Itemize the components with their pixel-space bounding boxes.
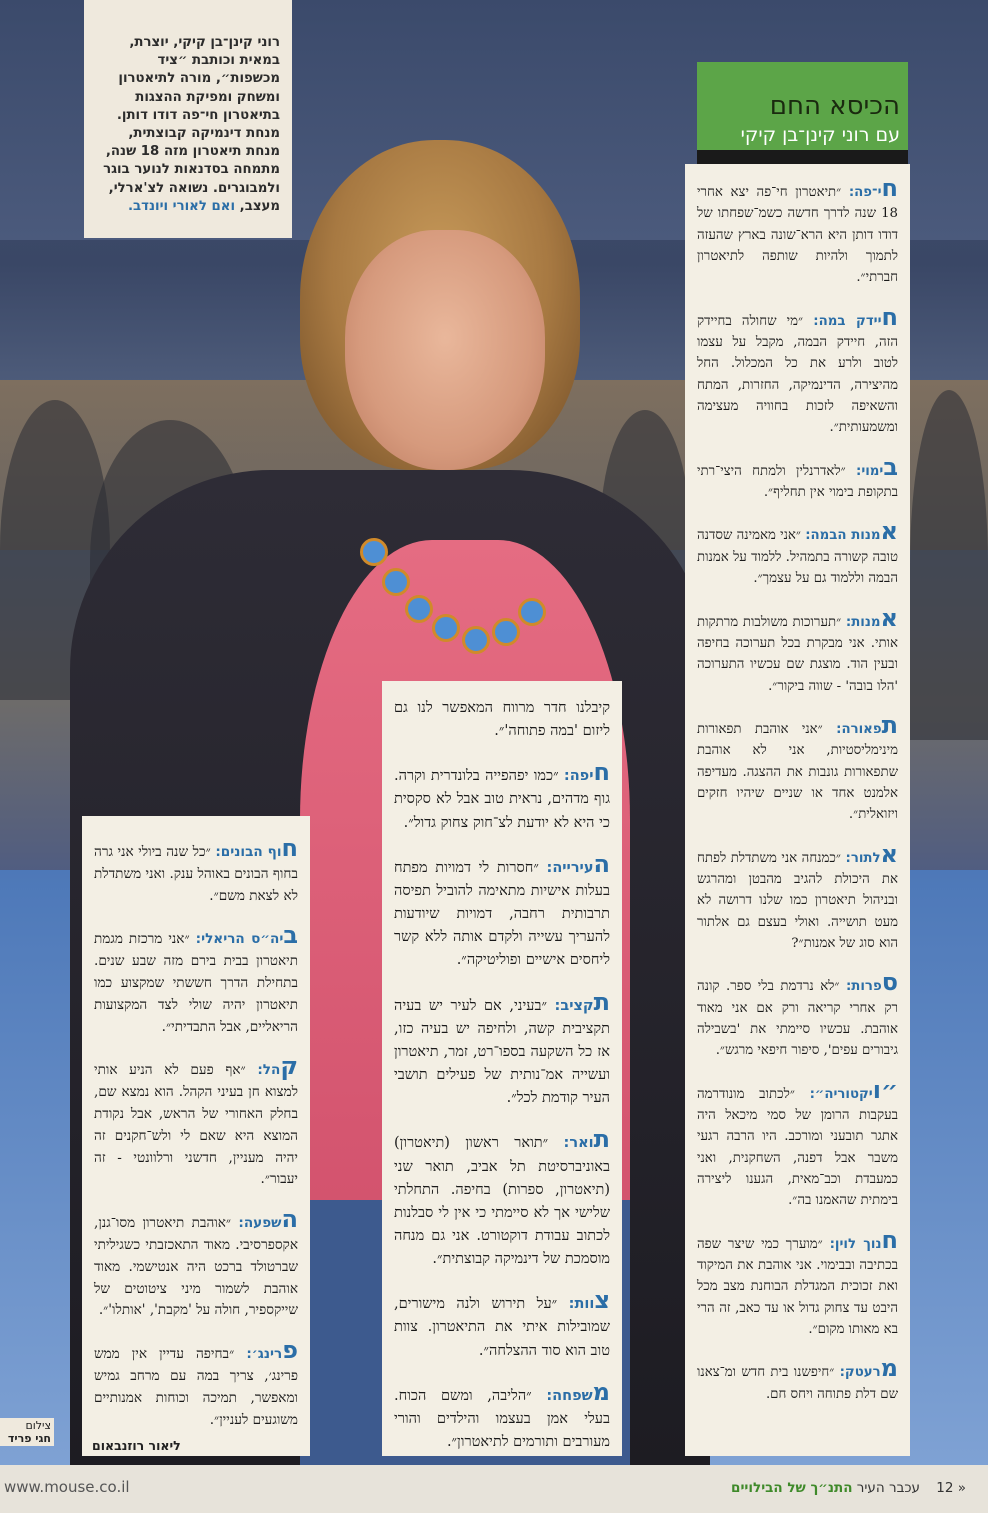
column-entry: [94, 1205, 298, 1322]
entry-initial: ב: [883, 452, 898, 481]
caption-text-highlight: ואם לאורי ויונדב.: [128, 198, 236, 214]
entry-term-rest: וות:: [568, 1296, 595, 1313]
column-title: הכיסא החם: [769, 91, 900, 121]
column-entry: [697, 603, 898, 697]
entry-text: ״כל שנה ביולי אני גרה בחוף הבונים באוהל ענק. ואני משתדלת לא לצאת משם״.: [94, 844, 298, 904]
entry-term: [845, 839, 899, 868]
column-entry: [94, 1336, 298, 1431]
column-entry: [697, 1225, 898, 1341]
photo-credit: [0, 1418, 54, 1446]
entry-text: ״בעיני, אם לעיר יש בעיה תקציבית קשה, ולחיפה יש בעיה כזו, אז כל השקעה בספו־רט, זמר, תיאטרון ועשייה אמ־נותית של פעילים תושבי העיר קודמת לכל״.: [394, 997, 610, 1107]
entry-term-rest: יה״ס הריאלי:: [195, 931, 284, 948]
column-entry: [697, 174, 898, 289]
text-column-middle: [382, 681, 622, 1456]
entry-initial: ב: [283, 921, 298, 950]
entry-initial: א: [880, 839, 898, 868]
entry-text: ״הליבה, ומשם הכוח. בעלי אמן בעצמו והילדים והורי מעורבים ותורמים לתיאטרון״.: [394, 1387, 610, 1451]
entry-text: ״תיאטרון חי־פה יצא אחרי 18 שנה לדרך חדשה כשמ־שפחתו של דודו דותן היא הרא־שונה בארץ שהעזה לתמוך ולהיות שותפה לתיאטרון חברתי״.: [697, 185, 898, 286]
photo-caption: [84, 0, 292, 238]
entry-term-rest: ימוי:: [856, 463, 884, 479]
entry-term: [215, 834, 299, 862]
entry-term: [246, 1336, 298, 1365]
entry-initial: ס: [881, 968, 898, 997]
entry-text: ״לכתוב מונודרמה בעקבות הרומן של סמי מיכאל היה אתגר תובעני ומורכב. היו הרבה רגעי משבר אבל דפנה, השחקנית, ואני כמעבדת וכב־מאית, הגענו ליצירה בימתית שהאמנו בה״.: [697, 1086, 898, 1209]
entry-text: ״חסרות לי דמויות מפתח בעלות אישיות מתאימה להוביל תפיסה תרבותית רחבה, דמויות שיודעות להעריך עשייה ולקדם אותה ללא קשר ליחסים אישיים ופוליטיקה״.: [394, 859, 610, 969]
column-entry: [697, 1354, 898, 1405]
entry-initial: ״ו: [872, 1075, 898, 1104]
column-entry: [94, 921, 298, 1038]
entry-term: [845, 603, 898, 632]
entry-initial: ח: [881, 1225, 898, 1254]
entry-text: ״כמנחה אני משתדלת לפתח את היכולת להגיב מהבטן ומהרגש ובניהול תיאטרון כמו שלנו דרושה לא מעט תושייה. ואולי בעצם גם אלתור הוא סוג של אמנות״?: [697, 850, 898, 951]
footer-url: www.mouse.co.il: [4, 1478, 130, 1496]
entry-term-rest: רעטק:: [839, 1365, 881, 1381]
entry-text: קיבלנו חדר מרווח המאפשר לנו גם ליזום 'במה פתוחה'״.: [394, 700, 610, 740]
text-column-right: [685, 164, 910, 1456]
entry-term: [856, 452, 898, 481]
entry-term-rest: נוך לוין:: [829, 1236, 882, 1252]
entry-initial: ח: [881, 302, 898, 331]
entry-term: [836, 710, 898, 739]
entry-term-rest: יידק במה:: [813, 313, 882, 329]
entry-term-rest: שפחה:: [546, 1387, 593, 1404]
page-number: 12 »: [936, 1480, 966, 1496]
entry-text: ״אף פעם לא הניע אותי למצוא חן בעיני הקהל. הוא נמצא שם, בחלק האחורי של הראש, אבל נקודת המוצא היא שאם לי ולש־חקנים זה יהיה מעניין, חדשני ורלוונטי - זה יעבור״.: [94, 1062, 298, 1188]
entry-term: [848, 174, 898, 202]
entry-initial: ת: [593, 987, 611, 1016]
column-entry: [697, 1075, 898, 1212]
entry-text: ״מי שחולה בחיידק הזה, חיידק הבמה, מקבל על עצמו לטוב ולרע את כל המכלול. החל מהיצירה, הדינמיקה, החזרות, המתח והשאיפה לזכות בחוויה מעצימה ומשמעותית״.: [697, 313, 898, 436]
entry-term-rest: הל:: [257, 1062, 281, 1079]
entry-term-rest: לתור:: [845, 850, 881, 866]
entry-initial: ק: [280, 1052, 298, 1081]
column-entry: [697, 452, 898, 504]
entry-term: [546, 1377, 610, 1406]
entry-term: [845, 968, 898, 997]
entry-text: ״חיפשנו בית חדש ומ־צאנו שם דלת פתוחה ויחס חם.: [697, 1365, 898, 1402]
entry-term: [563, 1125, 611, 1154]
column-entry: [394, 1286, 611, 1362]
entry-term-rest: מנות:: [845, 614, 881, 630]
entry-text: ״תערוכות משולבות מרתקות אותי. אני מבקרת בכל תערוכה בחיפה ובעין הוד. מוצגת שם עכשיו התערוכה 'הלו בובה' - שווה ביקור״.: [697, 614, 898, 694]
text-column-left: [82, 816, 310, 1456]
entry-initial: מ: [592, 1377, 610, 1406]
column-subtitle: עם רוני קינן־בן קיקי: [740, 124, 900, 146]
entry-term-rest: קציב:: [554, 997, 594, 1014]
entry-initial: ח: [281, 834, 299, 862]
entry-term-rest: פאורה:: [836, 721, 882, 737]
entry-initial: ח: [593, 758, 610, 787]
entry-term: [238, 1205, 298, 1234]
footer-publication-name: עכבר העיר: [856, 1480, 920, 1496]
entry-text: ״אני מרכזת מגמת תיאטרון בבית בירם מזה שבע שנים. בתחילת הדרך חששתי שמקצוע כמו תיאטרון יהיה שולי לצד המקצועות הריאליים, אבל התבדיתי״.: [94, 931, 298, 1035]
column-entry: [697, 517, 898, 589]
entry-text: ״לא נרדמת בלי ספר. קונה רק אחרי קריאה ורק אם אני מאוד אוהבת. עכשיו סיימתי את 'בשבילה גיבורים עפים', סיפור חיפאי מרגש״.: [697, 979, 898, 1059]
entry-term-rest: עירייה:: [546, 859, 594, 876]
entry-term: [257, 1052, 298, 1081]
column-entry: [697, 302, 898, 439]
entry-text: ״בחיפה עדיין אין ממש פרינג׳, צריך במה עם מרחב גמיש ומאפשר, תמיכה וכוחות אמנותיים משוגעים לעניין״.: [94, 1346, 298, 1428]
entry-term-rest: ואר:: [563, 1135, 594, 1152]
entry-term-rest: וף הבונים:: [215, 844, 282, 860]
column-entry: [394, 1377, 610, 1454]
column-entry: [94, 1052, 298, 1191]
column-entry: [94, 834, 299, 907]
entry-term: [813, 302, 898, 331]
column-entry: [697, 968, 898, 1061]
entry-term-rest: פרות:: [845, 979, 882, 995]
entry-term: [546, 849, 610, 878]
entry-text: ״אוהבת תיאטרון מסו־גנן, אקספרסיבי. מאוד התאכזבתי כשגיליתי שברטולד ברכט היה אנטישמי. מאוד אוהבת לשמור מיני ציטוטים של שייקספיר, חולה על 'מקבת', 'אותלו'״.: [94, 1215, 298, 1319]
entry-text: ״תואר ראשון (תיאטרון) באוניברסיטת תל אביב, תואר שני (תיאטרון, ספרות) בחיפה. התחלתי שלישי אך לא סיימתי כי אין לי סבלנות לכתוב עבודת דוקטורט. אני גם מנחה מוסמכת של דינמיקה קבוצתית״.: [394, 1135, 610, 1268]
column-entry: [394, 1125, 611, 1271]
entry-initial: מ: [880, 1354, 898, 1383]
entry-term: [195, 921, 298, 950]
photo-credit-label: צילום: [25, 1419, 51, 1432]
photo-credit-name: חגי פריד: [7, 1432, 51, 1445]
byline: ליאור רוזנבאום: [92, 1438, 181, 1453]
entry-term: [839, 1354, 898, 1383]
entry-initial: ח: [881, 174, 898, 202]
footer-publication: [731, 1480, 920, 1496]
entry-term: [829, 1225, 898, 1254]
entry-initial: א: [880, 517, 898, 546]
entry-term-rest: רינג׳:: [246, 1346, 283, 1363]
entry-initial: ה: [593, 849, 610, 878]
entry-initial: פ: [282, 1336, 298, 1365]
entry-initial: א: [880, 603, 898, 632]
entry-term: [554, 987, 611, 1016]
entry-term: [809, 1075, 898, 1104]
caption-text: רוני קינן־בן קיקי, יוצרת, במאית וכותבת ״ציד מכשפות״, מורה לתיאטרון ומשחק ומפיקת ההצגות בתיאטרון חי־פה דודו דותן. מנחת דינמיקה קבוצתית, מנחת תיאטרון מזה 18 שנה, מתמחה בסדנאות לנוער בוגר ולמבוגרים. נשואה לצ'ארלי, מעצב,: [103, 35, 280, 214]
entry-term: [805, 517, 898, 546]
entry-text: ״כמו יפהפייה בלונדרית וקרה. גוף מדהים, נראית טוב אבל לא סקסית כי היא לא יודעת לצ־חוק צחוק גדול״.: [394, 768, 610, 831]
entry-text: ״לאדרנלין ולמתח היצי־רתי בתקופת בימוי אין תחליף״.: [697, 463, 898, 501]
entry-text: ״מוערך כמי שיצר שפה בכתיבה ובבימוי. אני אוהבת את המיקוד ואת זכוכית המגדלת הבוחנת מצב מכל היבט עד צחוק גדול או עד כאב, זה הרי בא מאותו מקום״.: [697, 1236, 898, 1338]
column-entry: [394, 697, 610, 743]
entry-term: [563, 758, 610, 787]
entry-term-rest: שפעה:: [238, 1215, 282, 1232]
entry-term-rest: יקטוריה״:: [809, 1086, 873, 1102]
entry-term-rest: י־פה:: [848, 185, 882, 200]
column-entry: [394, 758, 610, 834]
column-entry: [394, 849, 610, 973]
entry-initial: ת: [593, 1125, 611, 1154]
column-entry: [697, 839, 898, 955]
column-entry: [394, 987, 611, 1111]
entry-initial: צ: [594, 1286, 611, 1315]
entry-term-rest: יפה:: [563, 768, 594, 785]
column-entry: [697, 710, 898, 826]
entry-text: ״על תירוש ולנה מישורים, שמובילות איתי את התיאטרון. צוות טוב הוא סוד ההצלחה״.: [394, 1296, 610, 1359]
entry-term: [568, 1286, 611, 1315]
entry-term-rest: מנות הבמה:: [805, 528, 881, 544]
footer-publication-slogan: התנ״ך של הבילויים: [731, 1480, 853, 1496]
entry-initial: ת: [881, 710, 898, 739]
entry-text: ״אני מאמינה שסדנה טובה קשורה בתמהיל. ללמוד על אמנות הבמה וללמוד גם על עצמך״.: [697, 528, 898, 587]
column-header-strip: [697, 150, 908, 164]
entry-text: ״אני אוהבת תפאורות מינימליסטיות, אני לא אוהבת שתפאורות גונבות את ההצגה. מעדיפה אלמנט אחד או שניים שיהיו חזקים ויזואלית״.: [697, 721, 898, 823]
entry-initial: ה: [281, 1205, 298, 1234]
